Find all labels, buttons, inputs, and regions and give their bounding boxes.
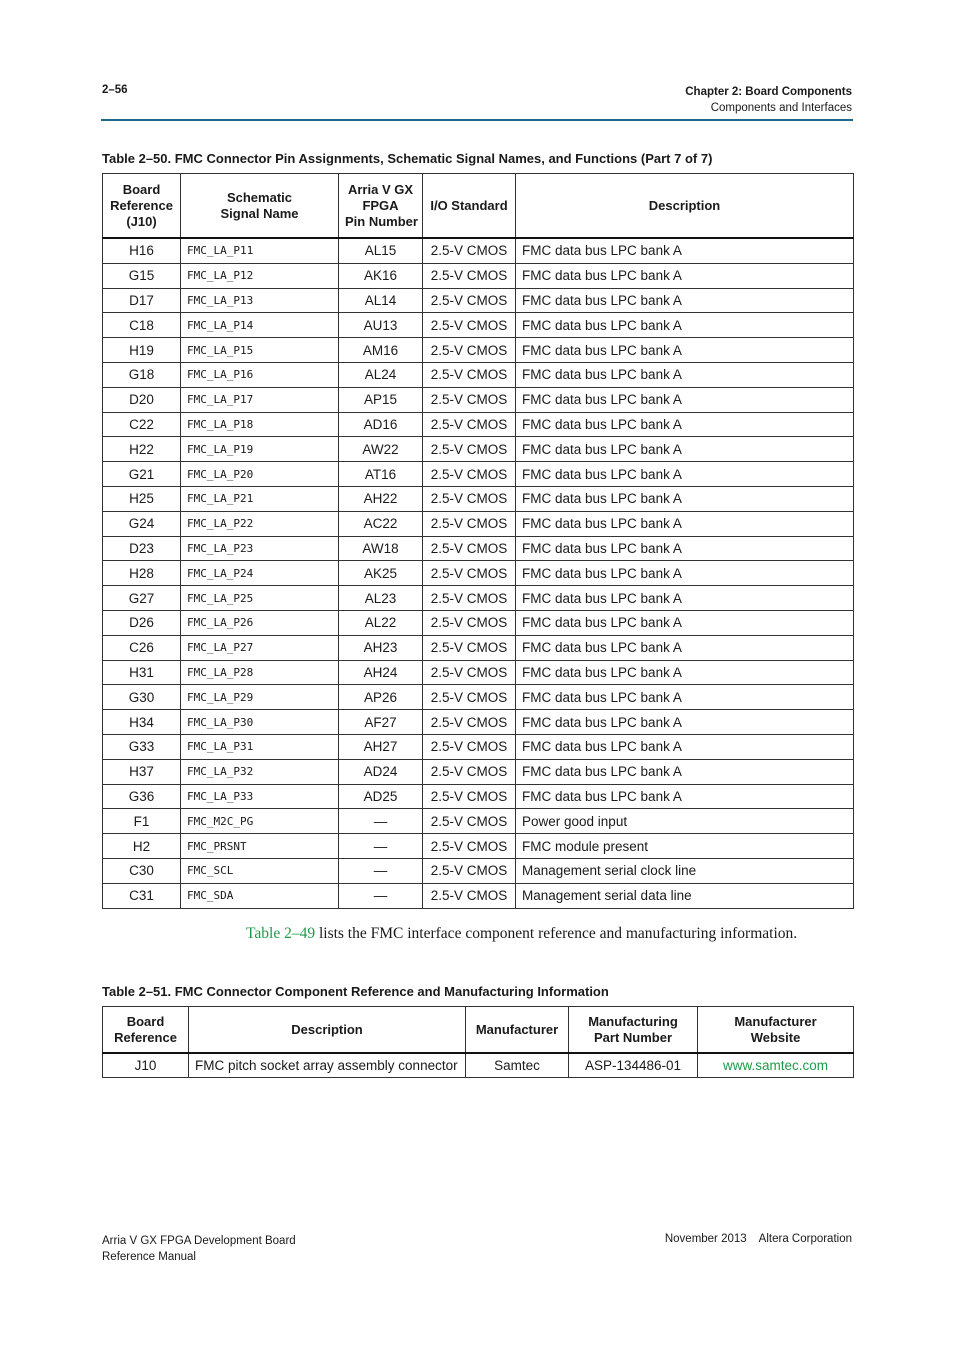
cell-pin-number: AP26 — [339, 685, 423, 710]
cell-io-standard: 2.5-V CMOS — [423, 586, 516, 611]
cell-board-reference: G24 — [103, 511, 181, 536]
table-row — [103, 710, 854, 735]
table-row — [103, 685, 854, 710]
table-row — [103, 610, 854, 635]
table-row — [103, 1053, 854, 1078]
cell-pin-number: AH24 — [339, 660, 423, 685]
col-manufacturer: Manufacturer — [466, 1007, 569, 1054]
cell-io-standard: 2.5-V CMOS — [423, 387, 516, 412]
table-row — [103, 536, 854, 561]
cell-io-standard: 2.5-V CMOS — [423, 486, 516, 511]
cell-website — [698, 1053, 854, 1078]
fmc-component-table — [102, 1006, 854, 1078]
cell-signal-name: FMC_LA_P23 — [181, 536, 339, 561]
samtec-website-link[interactable]: www.samtec.com — [722, 1058, 829, 1073]
cell-signal-name: FMC_LA_P29 — [181, 685, 339, 710]
cell-io-standard: 2.5-V CMOS — [423, 511, 516, 536]
cell-board-reference: F1 — [103, 809, 181, 834]
cell-signal-name: FMC_LA_P20 — [181, 462, 339, 487]
table-row — [103, 238, 854, 263]
cell-pin-number: AF27 — [339, 710, 423, 735]
cell-description: Management serial clock line — [516, 858, 854, 883]
cell-signal-name: FMC_SDA — [181, 883, 339, 908]
cell-io-standard: 2.5-V CMOS — [423, 238, 516, 263]
cell-description: FMC data bus LPC bank A — [516, 734, 854, 759]
cell-board-reference: G36 — [103, 784, 181, 809]
cell-io-standard: 2.5-V CMOS — [423, 561, 516, 586]
cell-io-standard: 2.5-V CMOS — [423, 834, 516, 859]
cell-description: FMC data bus LPC bank A — [516, 759, 854, 784]
reference-paragraph — [246, 924, 806, 944]
cell-board-reference: C26 — [103, 635, 181, 660]
cell-io-standard: 2.5-V CMOS — [423, 536, 516, 561]
table-row — [103, 313, 854, 338]
table-row — [103, 834, 854, 859]
cell-description: FMC data bus LPC bank A — [516, 313, 854, 338]
cell-io-standard: 2.5-V CMOS — [423, 809, 516, 834]
cell-board-reference: H22 — [103, 437, 181, 462]
cell-description: FMC data bus LPC bank A — [516, 586, 854, 611]
table-row — [103, 759, 854, 784]
col-description: Description — [516, 174, 854, 239]
cell-board-reference: G27 — [103, 586, 181, 611]
fmc-pin-table — [102, 173, 854, 909]
cell-io-standard: 2.5-V CMOS — [423, 610, 516, 635]
cell-board-reference: H31 — [103, 660, 181, 685]
cell-io-standard: 2.5-V CMOS — [423, 734, 516, 759]
running-header — [101, 84, 852, 116]
cell-board-reference: H37 — [103, 759, 181, 784]
cell-pin-number: AL23 — [339, 586, 423, 611]
table-row — [103, 586, 854, 611]
cell-pin-number: — — [339, 834, 423, 859]
cell-board-reference: H25 — [103, 486, 181, 511]
table-2-49-link[interactable]: Table 2–49 — [246, 925, 316, 942]
cell-board-reference: D23 — [103, 536, 181, 561]
cell-pin-number: AD16 — [339, 412, 423, 437]
table-row — [103, 734, 854, 759]
cell-board-reference: G21 — [103, 462, 181, 487]
fmc-pin-table-body — [103, 238, 854, 908]
cell-io-standard: 2.5-V CMOS — [423, 462, 516, 487]
paragraph-text: lists the FMC interface component reference and manufacturing information. — [315, 925, 798, 942]
table-row — [103, 387, 854, 412]
cell-io-standard: 2.5-V CMOS — [423, 710, 516, 735]
cell-description: FMC module present — [516, 834, 854, 859]
cell-io-standard: 2.5-V CMOS — [423, 313, 516, 338]
cell-description: FMC data bus LPC bank A — [516, 238, 854, 263]
cell-description: FMC data bus LPC bank A — [516, 536, 854, 561]
cell-board-reference: H16 — [103, 238, 181, 263]
cell-signal-name: FMC_LA_P26 — [181, 610, 339, 635]
cell-description: FMC data bus LPC bank A — [516, 561, 854, 586]
cell-board-reference: D20 — [103, 387, 181, 412]
cell-description: FMC data bus LPC bank A — [516, 784, 854, 809]
header-rule — [101, 119, 853, 121]
cell-io-standard: 2.5-V CMOS — [423, 288, 516, 313]
cell-io-standard: 2.5-V CMOS — [423, 660, 516, 685]
table-2-51-caption: Table 2–51. FMC Connector Component Reference and Manufacturing Information — [102, 984, 609, 999]
cell-pin-number: AL15 — [339, 238, 423, 263]
cell-description: FMC data bus LPC bank A — [516, 710, 854, 735]
table-row — [103, 511, 854, 536]
cell-board-reference: G18 — [103, 362, 181, 387]
cell-pin-number: AL14 — [339, 288, 423, 313]
chapter-title: Chapter 2: Board Components — [685, 86, 852, 98]
cell-description: Management serial data line — [516, 883, 854, 908]
table-row — [103, 462, 854, 487]
footer-company: Altera Corporation — [758, 1233, 852, 1245]
cell-signal-name: FMC_LA_P27 — [181, 635, 339, 660]
table-row — [103, 412, 854, 437]
table-row — [103, 338, 854, 363]
table-row — [103, 883, 854, 908]
cell-signal-name: FMC_M2C_PG — [181, 809, 339, 834]
table-row — [103, 660, 854, 685]
cell-description: FMC data bus LPC bank A — [516, 511, 854, 536]
cell-description: FMC data bus LPC bank A — [516, 288, 854, 313]
cell-signal-name: FMC_PRSNT — [181, 834, 339, 859]
table-row — [103, 486, 854, 511]
footer-title-line-2: Reference Manual — [102, 1251, 196, 1263]
table-row — [103, 858, 854, 883]
cell-io-standard: 2.5-V CMOS — [423, 338, 516, 363]
cell-board-reference: G33 — [103, 734, 181, 759]
cell-description: Power good input — [516, 809, 854, 834]
cell-part-number: ASP-134486-01 — [569, 1053, 698, 1078]
cell-io-standard: 2.5-V CMOS — [423, 883, 516, 908]
cell-signal-name: FMC_SCL — [181, 858, 339, 883]
cell-description: FMC data bus LPC bank A — [516, 635, 854, 660]
col-board-reference: Board Reference (J10) — [103, 174, 181, 239]
cell-pin-number: AC22 — [339, 511, 423, 536]
cell-description: FMC data bus LPC bank A — [516, 610, 854, 635]
cell-board-reference: H34 — [103, 710, 181, 735]
footer-meta — [665, 1233, 852, 1245]
cell-io-standard: 2.5-V CMOS — [423, 362, 516, 387]
cell-pin-number: — — [339, 883, 423, 908]
cell-pin-number: AU13 — [339, 313, 423, 338]
cell-description: FMC data bus LPC bank A — [516, 387, 854, 412]
cell-signal-name: FMC_LA_P22 — [181, 511, 339, 536]
cell-pin-number: — — [339, 858, 423, 883]
footer-document-title — [102, 1233, 296, 1265]
cell-description: FMC data bus LPC bank A — [516, 462, 854, 487]
col-io-standard: I/O Standard — [423, 174, 516, 239]
cell-signal-name: FMC_LA_P13 — [181, 288, 339, 313]
footer-date: November 2013 — [664, 1233, 747, 1245]
cell-board-reference: D17 — [103, 288, 181, 313]
table-row — [103, 263, 854, 288]
table-row — [103, 561, 854, 586]
cell-board-reference: G15 — [103, 263, 181, 288]
table-header-row — [103, 174, 854, 239]
cell-description: FMC data bus LPC bank A — [516, 685, 854, 710]
cell-io-standard: 2.5-V CMOS — [423, 759, 516, 784]
cell-board-reference: C31 — [103, 883, 181, 908]
cell-pin-number: AW18 — [339, 536, 423, 561]
col-part-number: Manufacturing Part Number — [569, 1007, 698, 1054]
cell-pin-number: AH23 — [339, 635, 423, 660]
table-row — [103, 635, 854, 660]
cell-io-standard: 2.5-V CMOS — [423, 858, 516, 883]
cell-description: FMC data bus LPC bank A — [516, 412, 854, 437]
cell-pin-number: AK25 — [339, 561, 423, 586]
cell-signal-name: FMC_LA_P16 — [181, 362, 339, 387]
cell-pin-number: AP15 — [339, 387, 423, 412]
page-number: 2–56 — [102, 84, 128, 96]
cell-board-reference: H28 — [103, 561, 181, 586]
cell-signal-name: FMC_LA_P19 — [181, 437, 339, 462]
cell-signal-name: FMC_LA_P21 — [181, 486, 339, 511]
table-2-50-caption: Table 2–50. FMC Connector Pin Assignments, Schematic Signal Names, and Functions (Part 7 of 7) — [102, 151, 713, 166]
cell-pin-number: AL22 — [339, 610, 423, 635]
cell-signal-name: FMC_LA_P15 — [181, 338, 339, 363]
col-board-reference: Board Reference — [103, 1007, 189, 1054]
cell-signal-name: FMC_LA_P33 — [181, 784, 339, 809]
cell-pin-number: — — [339, 809, 423, 834]
cell-signal-name: FMC_LA_P17 — [181, 387, 339, 412]
cell-pin-number: AK16 — [339, 263, 423, 288]
cell-description: FMC data bus LPC bank A — [516, 437, 854, 462]
cell-description: FMC data bus LPC bank A — [516, 362, 854, 387]
cell-board-reference: C18 — [103, 313, 181, 338]
cell-io-standard: 2.5-V CMOS — [423, 635, 516, 660]
cell-description: FMC data bus LPC bank A — [516, 660, 854, 685]
cell-io-standard: 2.5-V CMOS — [423, 685, 516, 710]
cell-io-standard: 2.5-V CMOS — [423, 412, 516, 437]
cell-pin-number: AD25 — [339, 784, 423, 809]
cell-board-reference: C22 — [103, 412, 181, 437]
col-website: Manufacturer Website — [698, 1007, 854, 1054]
section-title: Components and Interfaces — [710, 102, 852, 114]
cell-signal-name: FMC_LA_P25 — [181, 586, 339, 611]
cell-pin-number: AM16 — [339, 338, 423, 363]
table-row — [103, 809, 854, 834]
cell-signal-name: FMC_LA_P32 — [181, 759, 339, 784]
footer-title-line-1: Arria V GX FPGA Development Board — [102, 1235, 296, 1247]
cell-description: FMC data bus LPC bank A — [516, 486, 854, 511]
col-description: Description — [189, 1007, 466, 1054]
cell-description: FMC pitch socket array assembly connector — [189, 1053, 466, 1078]
col-schematic-signal-name: Schematic Signal Name — [181, 174, 339, 239]
table-header-row — [103, 1007, 854, 1054]
table-row — [103, 288, 854, 313]
cell-pin-number: AL24 — [339, 362, 423, 387]
cell-board-reference: H19 — [103, 338, 181, 363]
cell-signal-name: FMC_LA_P11 — [181, 238, 339, 263]
cell-signal-name: FMC_LA_P31 — [181, 734, 339, 759]
cell-board-reference: G30 — [103, 685, 181, 710]
cell-signal-name: FMC_LA_P30 — [181, 710, 339, 735]
col-fpga-pin-number: Arria V GX FPGA Pin Number — [339, 174, 423, 239]
cell-description: FMC data bus LPC bank A — [516, 338, 854, 363]
table-row — [103, 437, 854, 462]
cell-signal-name: FMC_LA_P28 — [181, 660, 339, 685]
cell-manufacturer: Samtec — [466, 1053, 569, 1078]
table-row — [103, 362, 854, 387]
cell-signal-name: FMC_LA_P24 — [181, 561, 339, 586]
cell-board-reference: D26 — [103, 610, 181, 635]
cell-board-reference: J10 — [103, 1053, 189, 1078]
cell-signal-name: FMC_LA_P14 — [181, 313, 339, 338]
cell-io-standard: 2.5-V CMOS — [423, 437, 516, 462]
cell-signal-name: FMC_LA_P18 — [181, 412, 339, 437]
cell-description: FMC data bus LPC bank A — [516, 263, 854, 288]
cell-pin-number: AW22 — [339, 437, 423, 462]
cell-pin-number: AD24 — [339, 759, 423, 784]
cell-io-standard: 2.5-V CMOS — [423, 263, 516, 288]
cell-board-reference: H2 — [103, 834, 181, 859]
cell-pin-number: AT16 — [339, 462, 423, 487]
cell-pin-number: AH22 — [339, 486, 423, 511]
cell-board-reference: C30 — [103, 858, 181, 883]
cell-pin-number: AH27 — [339, 734, 423, 759]
cell-io-standard: 2.5-V CMOS — [423, 784, 516, 809]
table-row — [103, 784, 854, 809]
cell-signal-name: FMC_LA_P12 — [181, 263, 339, 288]
